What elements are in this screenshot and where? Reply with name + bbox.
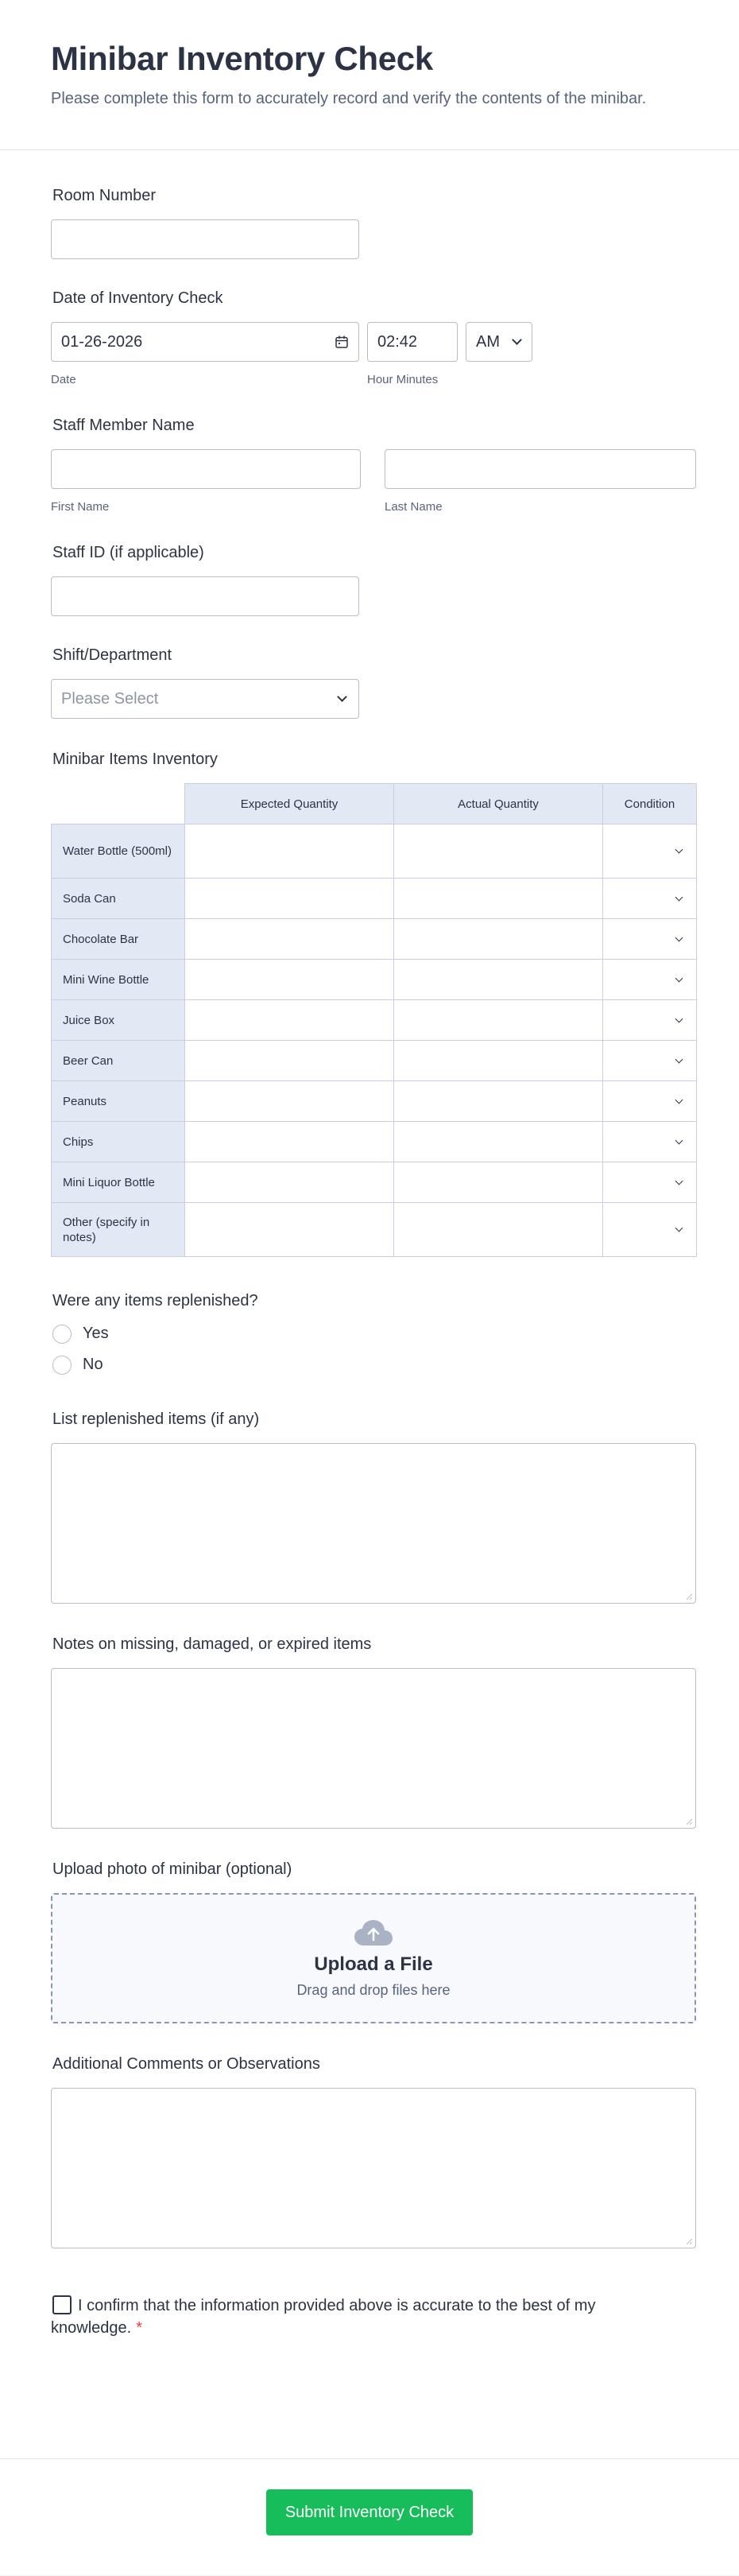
upload-subtitle: Drag and drop files here — [296, 1981, 451, 1998]
chevron-down-icon — [675, 1014, 683, 1022]
form-content — [0, 187, 739, 2339]
confirm-checkbox[interactable] — [52, 2295, 72, 2314]
table-row — [52, 1122, 697, 1162]
notes-field — [51, 1635, 696, 1829]
row-label: Beer Can — [52, 1041, 185, 1081]
ampm-value: AM — [476, 332, 500, 351]
row-label: Mini Liquor Bottle — [52, 1162, 185, 1203]
comments-label: Additional Comments or Observations — [52, 2055, 320, 2073]
room-number-input[interactable] — [51, 219, 359, 259]
replenished-list-label: List replenished items (if any) — [52, 1410, 260, 1428]
condition-select[interactable] — [603, 1203, 697, 1257]
actual-quantity-input[interactable] — [394, 824, 603, 879]
condition-select[interactable] — [603, 960, 697, 1000]
comments-field — [51, 2055, 696, 2248]
actual-quantity-input[interactable] — [394, 1000, 603, 1041]
radio-button[interactable] — [52, 1325, 72, 1344]
shift-field — [51, 646, 696, 719]
actual-quantity-input[interactable] — [394, 1203, 603, 1257]
replenished-list-textarea[interactable] — [51, 1443, 696, 1604]
chevron-down-icon — [675, 974, 683, 982]
shift-label: Shift/Department — [52, 646, 172, 664]
row-label: Juice Box — [52, 1000, 185, 1041]
date-value: 01-26-2026 — [61, 332, 143, 351]
resize-handle-icon[interactable] — [686, 1593, 692, 1600]
chevron-down-icon — [675, 846, 683, 854]
table-row — [52, 1000, 697, 1041]
replenished-list-field — [51, 1410, 696, 1604]
condition-select[interactable] — [603, 1041, 697, 1081]
actual-quantity-input[interactable] — [394, 1122, 603, 1162]
table-row — [52, 919, 697, 960]
time-input[interactable] — [367, 322, 458, 362]
condition-select[interactable] — [603, 1162, 697, 1203]
expected-quantity-input[interactable] — [185, 824, 394, 879]
radio-label: Yes — [83, 1325, 109, 1342]
form-title: Minibar Inventory Check — [51, 40, 433, 77]
expected-quantity-input[interactable] — [185, 1122, 394, 1162]
condition-select[interactable] — [603, 1081, 697, 1122]
table-row — [52, 879, 697, 919]
room-number-field — [51, 187, 696, 259]
row-label: Soda Can — [52, 879, 185, 919]
submit-button[interactable]: Submit Inventory Check — [266, 2489, 473, 2535]
condition-select[interactable] — [603, 1122, 697, 1162]
actual-quantity-input[interactable] — [394, 919, 603, 960]
upload-label: Upload photo of minibar (optional) — [52, 1860, 292, 1878]
row-label: Other (specify in notes) — [52, 1203, 185, 1257]
table-row — [52, 960, 697, 1000]
ampm-select[interactable] — [466, 322, 532, 362]
confirm-text: I confirm that the information provided above is accurate to the best of my knowledge. — [51, 2297, 596, 2337]
expected-quantity-input[interactable] — [185, 1162, 394, 1203]
resize-handle-icon[interactable] — [686, 2238, 692, 2244]
replenished-label: Were any items replenished? — [52, 1292, 258, 1309]
first-name-group — [51, 449, 361, 514]
upload-title: Upload a File — [314, 1953, 433, 1975]
expected-quantity-input[interactable] — [185, 1000, 394, 1041]
date-sublabel: Date — [51, 373, 76, 386]
staff-id-label: Staff ID (if applicable) — [52, 544, 204, 561]
chevron-down-icon — [512, 335, 522, 345]
chevron-down-icon — [675, 1055, 683, 1063]
radio-option-no[interactable] — [51, 1349, 696, 1380]
chevron-down-icon — [675, 1096, 683, 1104]
date-input[interactable] — [51, 322, 359, 362]
resize-handle-icon[interactable] — [686, 1818, 692, 1825]
column-header: Expected Quantity — [185, 784, 394, 824]
actual-quantity-input[interactable] — [394, 960, 603, 1000]
file-upload-dropzone[interactable] — [51, 1893, 696, 2023]
inventory-label: Minibar Items Inventory — [52, 751, 218, 768]
replenished-field — [51, 1292, 696, 1380]
form-subtitle: Please complete this form to accurately record and verify the contents of the minibar. — [51, 90, 647, 107]
upload-field — [51, 1860, 696, 2023]
expected-quantity-input[interactable] — [185, 1081, 394, 1122]
chevron-down-icon — [675, 1136, 683, 1144]
last-name-group — [385, 449, 696, 514]
table-row — [52, 1041, 697, 1081]
actual-quantity-input[interactable] — [394, 1162, 603, 1203]
expected-quantity-input[interactable] — [185, 879, 394, 919]
calendar-icon[interactable] — [335, 335, 349, 349]
actual-quantity-input[interactable] — [394, 1081, 603, 1122]
required-mark: * — [136, 2319, 142, 2337]
confirm-row[interactable] — [51, 2295, 655, 2339]
cloud-upload-icon — [353, 1918, 394, 1947]
staff-id-field — [51, 544, 696, 616]
expected-quantity-input[interactable] — [185, 960, 394, 1000]
actual-quantity-input[interactable] — [394, 1041, 603, 1081]
inventory-table — [51, 783, 697, 1257]
chevron-down-icon — [337, 692, 347, 702]
shift-select[interactable] — [51, 679, 359, 719]
inventory-field — [51, 751, 696, 1257]
radio-button[interactable] — [52, 1356, 72, 1375]
date-group — [51, 322, 359, 386]
table-row — [52, 1162, 697, 1203]
row-label: Mini Wine Bottle — [52, 960, 185, 1000]
chevron-down-icon — [675, 933, 683, 941]
condition-select[interactable] — [603, 824, 697, 879]
last-name-input[interactable] — [385, 449, 696, 489]
time-value: 02:42 — [377, 332, 418, 351]
table-corner — [52, 784, 185, 824]
condition-select[interactable] — [603, 1000, 697, 1041]
condition-select[interactable] — [603, 879, 697, 919]
confirm-field — [51, 2295, 696, 2339]
shift-placeholder: Please Select — [61, 689, 159, 708]
chevron-down-icon — [675, 1177, 683, 1185]
table-header-row — [52, 784, 697, 824]
table-row — [52, 824, 697, 879]
table-row — [52, 1203, 697, 1257]
expected-quantity-input[interactable] — [185, 919, 394, 960]
row-label: Chips — [52, 1122, 185, 1162]
time-group — [367, 322, 532, 386]
expected-quantity-input[interactable] — [185, 1203, 394, 1257]
room-number-label: Room Number — [52, 187, 157, 204]
expected-quantity-input[interactable] — [185, 1041, 394, 1081]
time-sublabel: Hour Minutes — [367, 373, 439, 386]
comments-textarea[interactable] — [51, 2088, 696, 2248]
radio-label: No — [83, 1356, 103, 1373]
date-check-label: Date of Inventory Check — [52, 289, 223, 307]
staff-name-label: Staff Member Name — [52, 417, 195, 434]
first-name-sublabel: First Name — [51, 500, 110, 514]
notes-textarea[interactable] — [51, 1668, 696, 1829]
notes-label: Notes on missing, damaged, or expired items — [52, 1635, 372, 1653]
column-header: Condition — [603, 784, 697, 824]
staff-id-input[interactable] — [51, 576, 359, 616]
first-name-input[interactable] — [51, 449, 361, 489]
form-footer — [0, 2458, 739, 2576]
chevron-down-icon — [675, 893, 683, 901]
row-label: Water Bottle (500ml) — [52, 824, 185, 879]
table-row — [52, 1081, 697, 1122]
row-label: Peanuts — [52, 1081, 185, 1122]
last-name-sublabel: Last Name — [385, 500, 443, 514]
staff-name-field — [51, 417, 696, 514]
actual-quantity-input[interactable] — [394, 879, 603, 919]
radio-option-yes[interactable] — [51, 1318, 696, 1349]
chevron-down-icon — [675, 1224, 683, 1232]
form-header — [0, 0, 739, 150]
condition-select[interactable] — [603, 919, 697, 960]
date-check-field — [51, 289, 696, 386]
row-label: Chocolate Bar — [52, 919, 185, 960]
column-header: Actual Quantity — [394, 784, 603, 824]
